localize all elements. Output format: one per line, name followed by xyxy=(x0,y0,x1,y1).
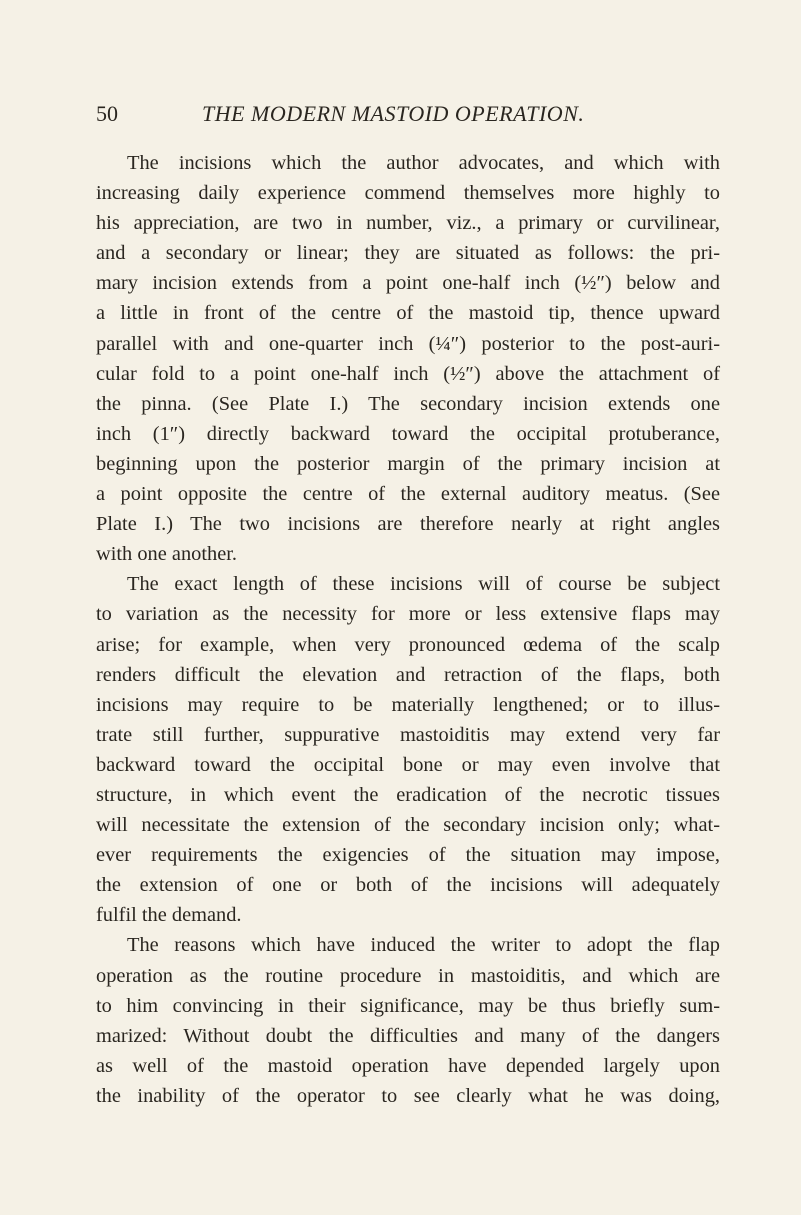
text-line: Plate I.) The two incisions are therefore nearly at right angles xyxy=(96,513,720,536)
text-line: incisions may require to be materially lengthened; or to illus- xyxy=(96,693,720,716)
text-line: increasing daily experience commend themselves more highly to xyxy=(96,182,720,205)
text-line: a little in front of the centre of the mastoid tip, thence upward xyxy=(96,302,720,325)
text-line: parallel with and one-quarter inch (¼″) posterior to the post-auri- xyxy=(96,332,720,355)
page-number: 50 xyxy=(96,101,118,126)
text-line: will necessitate the extension of the secondary incision only; what- xyxy=(96,814,720,837)
text-line: the inability of the operator to see clearly what he was doing, xyxy=(96,1084,720,1107)
text-line: arise; for example, when very pronounced œdema of the scalp xyxy=(96,633,720,656)
text-line: a point opposite the centre of the external auditory meatus. (See xyxy=(96,483,720,506)
text-line: to him convincing in their significance, may be thus briefly sum- xyxy=(96,994,720,1017)
text-line: the extension of one or both of the incisions will adequately xyxy=(96,874,720,897)
running-head xyxy=(96,97,726,131)
text-line: as well of the mastoid operation have depended largely upon xyxy=(96,1054,720,1077)
text-line: with one another. xyxy=(96,543,238,566)
text-line: marized: Without doubt the difficulties and many of the dangers xyxy=(96,1024,720,1047)
text-line: operation as the routine procedure in mastoiditis, and which are xyxy=(96,964,720,987)
body-text xyxy=(96,148,720,1111)
text-line: cular fold to a point one-half inch (½″) above the attachment of xyxy=(96,362,720,385)
text-line: backward toward the occipital bone or may even involve that xyxy=(96,753,720,776)
text-line: The incisions which the author advocates, and which with xyxy=(127,152,720,174)
text-line: fulfil the demand. xyxy=(96,904,242,927)
text-line: mary incision extends from a point one-half inch (½″) below and xyxy=(96,272,720,295)
text-line: The reasons which have induced the writer to adopt the flap xyxy=(127,934,720,957)
running-title: THE MODERN MASTOID OPERATION. xyxy=(202,101,585,126)
text-line: ever requirements the exigencies of the situation may impose, xyxy=(96,844,720,867)
text-line: to variation as the necessity for more or less extensive flaps may xyxy=(96,603,720,626)
text-line: his appreciation, are two in number, viz., a primary or curvilinear, xyxy=(96,212,720,235)
text-line: beginning upon the posterior margin of the primary incision at xyxy=(96,452,720,475)
text-line: the pinna. (See Plate I.) The secondary incision extends one xyxy=(96,392,720,415)
text-line: renders difficult the elevation and retraction of the flaps, both xyxy=(96,663,720,686)
text-line: inch (1″) directly backward toward the occipital protuberance, xyxy=(96,422,720,445)
text-line: trate still further, suppurative mastoiditis may extend very far xyxy=(96,723,720,746)
text-line: structure, in which event the eradication of the necrotic tissues xyxy=(96,783,720,806)
text-line: and a secondary or linear; they are situated as follows: the pri- xyxy=(96,242,720,265)
text-line: The exact length of these incisions will of course be subject xyxy=(127,573,720,596)
